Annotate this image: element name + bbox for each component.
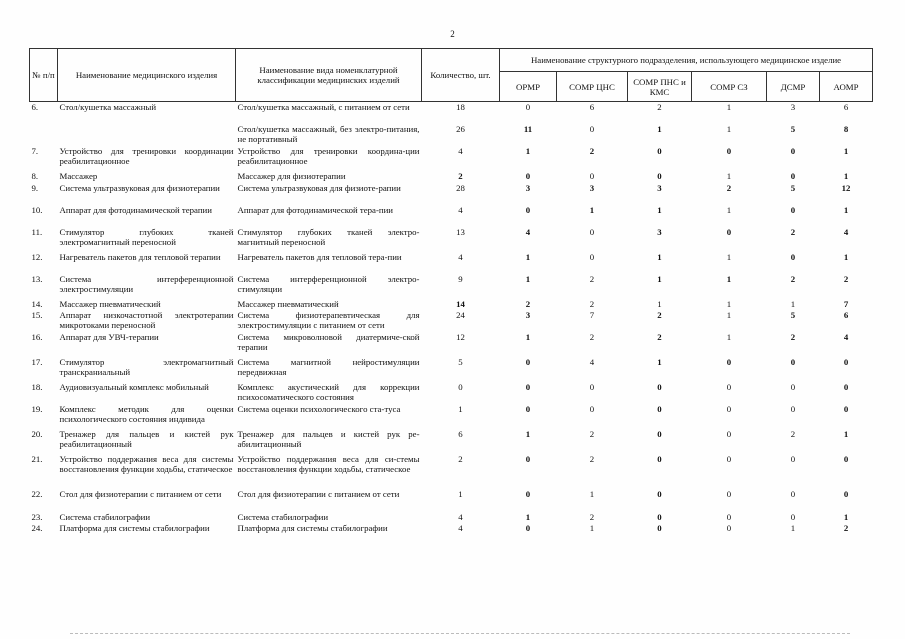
dept-count: 1 <box>525 428 531 439</box>
classification-kind: Система стабилографии <box>237 511 329 522</box>
dept-count: 11 <box>523 123 533 134</box>
row-number: 16. <box>31 331 43 342</box>
dept-count: 0 <box>726 511 732 522</box>
dept-count: 0 <box>657 403 662 414</box>
header-dept: ДСМР <box>767 72 820 102</box>
device-name: Аудиовизуальный комплекс мобильный <box>59 381 209 392</box>
dept-count: 1 <box>525 331 531 342</box>
dept-count: 0 <box>525 453 531 464</box>
dept-count: 0 <box>589 226 595 237</box>
dept-count: 2 <box>589 145 595 156</box>
dept-count: 3 <box>657 182 662 193</box>
dept-count: 0 <box>843 488 849 499</box>
classification-kind: Стол для физиотерапии с питанием от сети <box>237 488 400 499</box>
dept-count: 1 <box>790 298 796 309</box>
dept-count: 2 <box>790 226 796 237</box>
row-number <box>30 124 58 146</box>
quantity: 6 <box>458 428 463 439</box>
dept-count: 0 <box>525 488 531 499</box>
classification-kind: Система ультразвуковая для физиоте-рапии <box>237 182 401 193</box>
dept-count: 0 <box>726 226 732 237</box>
device-name: Стол для физиотерапии с питанием от сети <box>59 488 222 499</box>
dept-count: 1 <box>589 204 595 215</box>
dept-count: 3 <box>525 309 531 320</box>
quantity: 0 <box>458 381 463 392</box>
row-number: 17. <box>31 356 43 367</box>
dept-count: 1 <box>843 251 849 262</box>
device-name: Тренажер для пальцев и кистей рук реабилитационный <box>59 428 234 449</box>
dept-count: 1 <box>726 309 732 320</box>
quantity: 13 <box>456 226 465 237</box>
device-name: Устройство поддержания веса для системы восстановления функции ходьбы, статическое <box>59 453 234 474</box>
dept-count: 1 <box>726 102 732 112</box>
equipment-table <box>29 48 873 545</box>
classification-kind: Комплекс акустический для коррекции психосоматического состояния <box>237 381 420 402</box>
table-row <box>30 124 873 146</box>
dept-count: 6 <box>843 102 849 112</box>
dept-count: 0 <box>790 145 796 156</box>
row-number: 8. <box>31 170 39 181</box>
device-name: Система стабилографии <box>59 511 151 522</box>
quantity: 24 <box>456 309 465 320</box>
classification-kind: Устройство поддержания веса для си-стемы восстановления функции ходьбы, статическое <box>237 453 420 474</box>
dept-count: 0 <box>790 511 796 522</box>
classification-kind: Система микроволновой диатермиче-ской терапии <box>237 331 420 352</box>
dept-count: 1 <box>657 298 662 309</box>
header-dept: ОРМР <box>500 72 557 102</box>
quantity: 4 <box>458 204 463 215</box>
dept-count: 1 <box>726 273 732 284</box>
classification-kind: Устройство для тренировки координа-ции реабилитационное <box>237 145 420 166</box>
dept-count: 3 <box>790 102 796 112</box>
dept-count: 1 <box>843 145 849 156</box>
device-name: Стимулятор электромагнитный транскраниальный <box>59 356 234 377</box>
header-name: Наименование медицинского изделия <box>58 49 236 102</box>
table-row <box>30 357 873 382</box>
dept-count: 1 <box>726 170 732 181</box>
classification-kind: Аппарат для фотодинамической тера-пии <box>237 204 394 215</box>
dept-count: 0 <box>589 170 595 181</box>
dept-count: 0 <box>657 428 662 439</box>
table-row <box>30 205 873 227</box>
dept-count: 0 <box>790 453 796 464</box>
row-number: 9. <box>31 182 39 193</box>
dept-count: 1 <box>657 356 662 367</box>
dept-count: 2 <box>790 273 796 284</box>
dept-count: 1 <box>525 511 531 522</box>
dept-count: 1 <box>843 170 849 181</box>
dept-count: 1 <box>843 204 849 215</box>
dept-count: 1 <box>657 123 662 134</box>
header-dept-group: Наименование структурного подразделения, использующего медицинское изделие <box>500 49 873 72</box>
device-name: Аппарат для фотодинамической терапии <box>59 204 212 215</box>
dept-count: 2 <box>790 331 796 342</box>
dept-count: 0 <box>657 381 662 392</box>
table-row <box>30 146 873 171</box>
dept-count: 0 <box>589 403 595 414</box>
device-name: Платформа для системы стабилографии <box>59 522 210 533</box>
dept-count: 3 <box>657 226 662 237</box>
table-row <box>30 489 873 512</box>
quantity: 2 <box>458 453 463 464</box>
row-number: 6. <box>31 102 39 112</box>
page-edge-divider <box>70 633 850 634</box>
header-dept: СОМР СЗ <box>692 72 767 102</box>
quantity: 5 <box>458 356 463 367</box>
dept-count: 0 <box>790 170 796 181</box>
dept-count: 0 <box>790 403 796 414</box>
table-row <box>30 252 873 274</box>
device-name: Аппарат низкочастотной электротерапии микротоками переносной <box>59 309 234 330</box>
row-number: 15. <box>31 309 43 320</box>
dept-count: 0 <box>726 522 732 533</box>
dept-count: 2 <box>589 453 595 464</box>
table-row <box>30 102 873 124</box>
row-number: 10. <box>31 204 43 215</box>
dept-count: 0 <box>790 356 796 367</box>
header-num: № п/п <box>30 49 58 102</box>
dept-count: 0 <box>525 356 531 367</box>
classification-kind: Стол/кушетка массажный, с питанием от сети <box>237 102 410 112</box>
dept-count: 5 <box>790 309 796 320</box>
dept-count: 1 <box>843 428 849 439</box>
quantity: 4 <box>458 522 463 533</box>
dept-count: 2 <box>843 273 849 284</box>
dept-count: 3 <box>589 182 595 193</box>
dept-count: 0 <box>843 453 849 464</box>
dept-count: 0 <box>525 403 531 414</box>
dept-count: 6 <box>589 102 595 112</box>
classification-kind: Система оценки психологического ста-туса <box>237 403 401 414</box>
table-row <box>30 171 873 183</box>
header-dept: СОМР ЦНС <box>557 72 628 102</box>
dept-count: 12 <box>841 182 851 193</box>
dept-count: 0 <box>525 170 531 181</box>
classification-kind: Массажер пневматический <box>237 298 339 309</box>
table-row <box>30 274 873 299</box>
table-body <box>30 102 873 545</box>
table-row <box>30 512 873 523</box>
classification-kind: Система физиотерапевтическая для электростимуляции с питанием от сети <box>237 309 420 330</box>
dept-count: 0 <box>726 488 732 499</box>
dept-count: 0 <box>657 170 662 181</box>
quantity: 4 <box>458 251 463 262</box>
dept-count: 6 <box>843 309 849 320</box>
dept-count: 0 <box>726 145 732 156</box>
row-number: 20. <box>31 428 43 439</box>
device-name: Стимулятор глубоких тканей электромагнитный переносной <box>59 226 234 247</box>
dept-count: 7 <box>843 298 849 309</box>
dept-count: 2 <box>589 511 595 522</box>
classification-kind: Нагреватель пакетов для тепловой тера-пии <box>237 251 402 262</box>
device-name: Устройство для тренировки координации реабилитационное <box>59 145 234 166</box>
quantity: 1 <box>458 403 463 414</box>
dept-count: 0 <box>726 381 732 392</box>
dept-count: 1 <box>657 273 662 284</box>
dept-count: 1 <box>726 123 732 134</box>
row-number: 22. <box>31 488 43 499</box>
dept-count: 2 <box>525 298 531 309</box>
dept-count: 5 <box>790 123 796 134</box>
table-header <box>30 49 873 102</box>
row-number: 11. <box>31 226 43 237</box>
dept-count: 2 <box>589 331 595 342</box>
dept-count: 1 <box>790 522 796 533</box>
row-number: 13. <box>31 273 43 284</box>
quantity: 1 <box>458 488 463 499</box>
dept-count: 0 <box>657 488 662 499</box>
classification-kind: Массажер для физиотерапии <box>237 170 346 181</box>
dept-count: 1 <box>525 145 531 156</box>
row-number: 18. <box>31 381 43 392</box>
dept-count: 2 <box>589 273 595 284</box>
row-number: 23. <box>31 511 43 522</box>
device-name: Массажер <box>59 170 98 181</box>
dept-count: 3 <box>525 182 531 193</box>
dept-count: 1 <box>726 251 732 262</box>
dept-count: 0 <box>726 403 732 414</box>
dept-count: 1 <box>589 522 595 533</box>
dept-count: 4 <box>525 226 531 237</box>
header-qty: Количество, шт. <box>422 49 500 102</box>
page-number: 2 <box>450 29 455 39</box>
dept-count: 1 <box>657 251 662 262</box>
quantity: 26 <box>456 123 465 134</box>
dept-count: 4 <box>589 356 595 367</box>
dept-count: 0 <box>525 522 531 533</box>
device-name: Массажер пневматический <box>59 298 161 309</box>
dept-count: 1 <box>726 298 732 309</box>
classification-kind: Платформа для системы стабилографии <box>237 522 388 533</box>
quantity: 4 <box>458 511 463 522</box>
dept-count: 0 <box>589 381 595 392</box>
quantity: 14 <box>456 298 465 309</box>
quantity: 4 <box>458 145 463 156</box>
dept-count: 0 <box>525 102 531 112</box>
dept-count: 0 <box>726 356 732 367</box>
quantity: 9 <box>458 273 463 284</box>
dept-count: 1 <box>726 204 732 215</box>
header-dept: СОМР ПНС и КМС <box>628 72 692 102</box>
row-number: 14. <box>31 298 43 309</box>
dept-count: 0 <box>525 381 531 392</box>
dept-count: 2 <box>843 522 849 533</box>
dept-count: 2 <box>790 428 796 439</box>
classification-kind: Тренажер для пальцев и кистей рук ре-абилитационный <box>237 428 420 449</box>
classification-kind: Система магнитной нейростимуляции передвижная <box>237 356 420 377</box>
dept-count: 0 <box>525 204 531 215</box>
device-name <box>58 124 236 146</box>
dept-count: 0 <box>843 403 849 414</box>
table-row <box>30 332 873 357</box>
dept-count: 1 <box>843 511 849 522</box>
quantity: 2 <box>458 170 463 181</box>
table-row <box>30 310 873 332</box>
dept-count: 0 <box>843 356 849 367</box>
dept-count: 0 <box>726 428 732 439</box>
dept-count: 0 <box>657 453 662 464</box>
quantity: 18 <box>456 102 465 112</box>
dept-count: 2 <box>589 428 595 439</box>
row-number: 19. <box>31 403 43 414</box>
dept-count: 1 <box>657 204 662 215</box>
dept-count: 1 <box>525 273 531 284</box>
table-row <box>30 183 873 205</box>
table-row <box>30 429 873 454</box>
table-row <box>30 404 873 429</box>
dept-count: 4 <box>843 331 849 342</box>
dept-count: 0 <box>589 123 595 134</box>
device-name: Нагреватель пакетов для тепловой терапии <box>59 251 221 262</box>
dept-count: 5 <box>790 182 796 193</box>
dept-count: 0 <box>790 381 796 392</box>
dept-count: 2 <box>726 182 732 193</box>
dept-count: 1 <box>589 488 595 499</box>
dept-count: 2 <box>589 298 595 309</box>
table-row <box>30 523 873 545</box>
classification-kind: Система интерференционной электро-стимуляции <box>237 273 420 294</box>
row-number: 7. <box>31 145 39 156</box>
row-number: 12. <box>31 251 43 262</box>
dept-count: 0 <box>843 381 849 392</box>
device-name: Стол/кушетка массажный <box>59 102 157 112</box>
device-name: Комплекс методик для оценки психологического состояния индивида <box>59 403 234 424</box>
header-dept: АОМР <box>820 72 873 102</box>
dept-count: 2 <box>657 102 662 112</box>
row-number: 21. <box>31 453 43 464</box>
dept-count: 0 <box>657 145 662 156</box>
dept-count: 0 <box>790 251 796 262</box>
classification-kind: Стол/кушетка массажный, без электро-питания, не портативный <box>237 123 420 144</box>
dept-count: 0 <box>657 511 662 522</box>
dept-count: 2 <box>657 331 662 342</box>
dept-count: 1 <box>726 331 732 342</box>
device-name: Система интерференционной электростимуляции <box>59 273 234 294</box>
row-number: 24. <box>31 522 43 533</box>
header-kind: Наименование вида номенклатурной классификации медицинских изделий <box>236 49 422 102</box>
table-row <box>30 382 873 404</box>
dept-count: 4 <box>843 226 849 237</box>
dept-count: 7 <box>589 309 595 320</box>
dept-count: 1 <box>525 251 531 262</box>
dept-count: 0 <box>790 204 796 215</box>
classification-kind: Стимулятор глубоких тканей электро-магнитный переносной <box>237 226 420 247</box>
device-name: Аппарат для УВЧ-терапии <box>59 331 159 342</box>
table-row <box>30 227 873 252</box>
dept-count: 0 <box>790 488 796 499</box>
dept-count: 0 <box>726 453 732 464</box>
device-name: Система ультразвуковая для физиотерапии <box>59 182 220 193</box>
quantity: 12 <box>456 331 465 342</box>
dept-count: 0 <box>657 522 662 533</box>
table-row <box>30 299 873 310</box>
dept-count: 0 <box>589 251 595 262</box>
quantity: 28 <box>456 182 465 193</box>
table-row <box>30 454 873 489</box>
dept-count: 8 <box>843 123 849 134</box>
dept-count: 2 <box>657 309 662 320</box>
